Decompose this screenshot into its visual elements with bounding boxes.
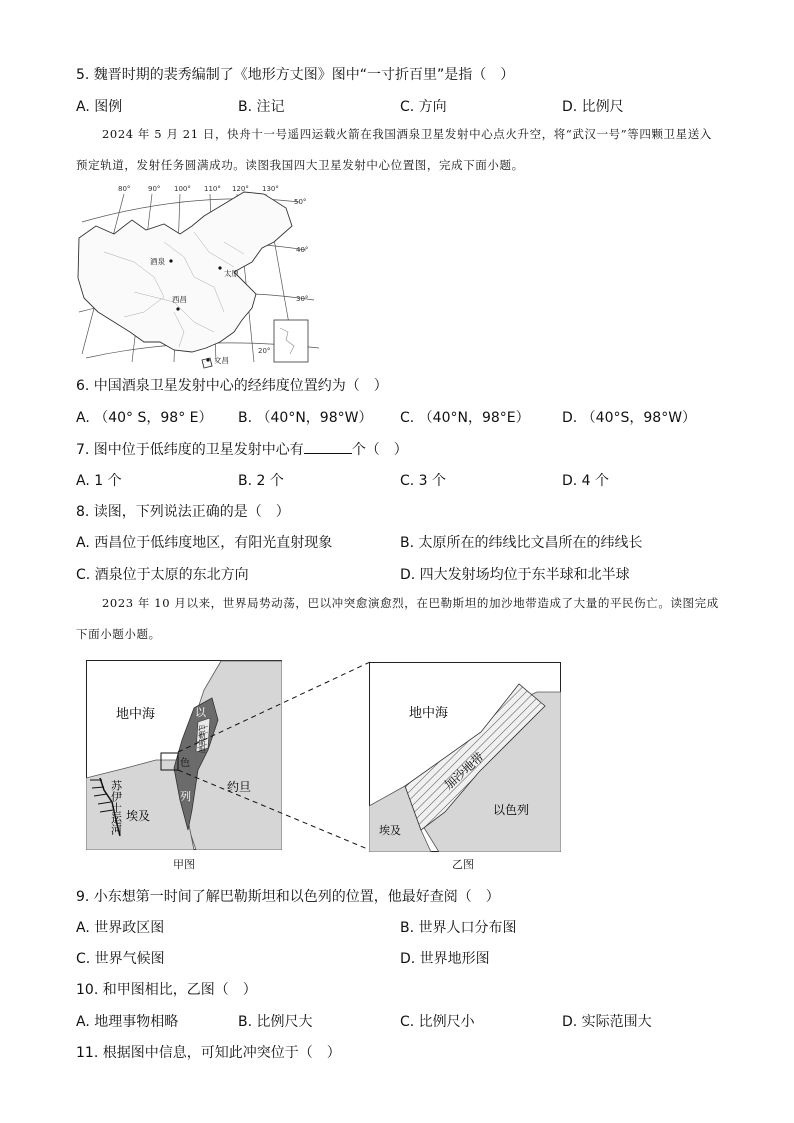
- china-launch-sites-map: [74, 182, 324, 370]
- q9-option-a[interactable]: A. 世界政区图: [76, 920, 165, 936]
- site-label-wenchang: 文昌: [214, 356, 229, 365]
- inset-south-china-sea: [274, 320, 308, 362]
- q8-option-a[interactable]: A. 西昌位于低纬度地区，有阳光直射现象: [76, 535, 333, 551]
- label-mediterranean-jia: 地中海: [116, 707, 156, 722]
- label-palestine: 巴勒斯坦: [198, 725, 206, 753]
- site-label-taiyuan: 太原: [224, 269, 239, 278]
- zoom-connector: [170, 660, 375, 855]
- q7-stem-before: 7. 图中位于低纬度的卫星发射中心有: [76, 442, 304, 458]
- lat-label: 40°: [296, 246, 309, 254]
- label-gaza: 加沙地带: [441, 749, 487, 793]
- q10-option-a[interactable]: A. 地理事物相略: [76, 1014, 179, 1030]
- label-israel-1: 以: [195, 706, 206, 719]
- q7-option-a[interactable]: A. 1 个: [76, 473, 122, 489]
- q7-answer-blank: [304, 441, 352, 454]
- site-label-jiuquan: 酒泉: [150, 257, 165, 266]
- q6-option-b[interactable]: B. （40°N，98°W）: [238, 410, 373, 426]
- caption-yi: 乙图: [452, 858, 474, 871]
- q7-option-d[interactable]: D. 4 个: [562, 473, 610, 489]
- lon-label: 130°: [262, 185, 279, 193]
- lon-label: 110°: [204, 185, 221, 193]
- q5-option-c[interactable]: C. 方向: [400, 99, 447, 115]
- map-yi: [369, 662, 561, 852]
- question-11-stem: 11. 根据图中信息，可知此冲突位于（ ）: [76, 1045, 341, 1061]
- lat-label: 20°: [258, 347, 271, 355]
- caption-jia: 甲图: [173, 858, 195, 871]
- label-mediterranean-yi: 地中海: [409, 706, 449, 721]
- site-dot-taiyuan: [218, 266, 221, 269]
- label-israel-2: 色: [180, 758, 190, 769]
- china-outline: [78, 192, 292, 368]
- q8-option-c[interactable]: C. 酒泉位于太原的东北方向: [76, 567, 249, 583]
- q10-option-b[interactable]: B. 比例尺大: [238, 1014, 313, 1030]
- q9-option-c[interactable]: C. 世界气候图: [76, 951, 165, 967]
- question-9-stem: 9. 小东想第一时间了解巴勒斯坦和以色列的位置，他最好查阅（ ）: [76, 889, 500, 905]
- label-suez-canal: 苏伊士运河: [109, 780, 123, 835]
- q7-option-b[interactable]: B. 2 个: [238, 473, 284, 489]
- question-6-stem: 6. 中国酒泉卫星发射中心的经纬度位置约为（ ）: [76, 378, 388, 394]
- lat-label: 30°: [296, 295, 309, 303]
- q6-option-a[interactable]: A. （40° S，98° E）: [76, 410, 213, 426]
- q7-stem-after: 个（ ）: [351, 442, 408, 458]
- label-israel-3: 列: [180, 790, 191, 803]
- q5-option-b[interactable]: B. 注记: [238, 99, 285, 115]
- lat-label: 50°: [294, 198, 307, 206]
- question-7-stem: [76, 439, 408, 459]
- lon-label: 80°: [118, 185, 131, 193]
- question-8-stem: 8. 读图，下列说法正确的是（ ）: [76, 504, 290, 520]
- q8-option-b[interactable]: B. 太原所在的纬线比文昌所在的纬线长: [400, 535, 643, 551]
- label-jordan: 约旦: [227, 780, 252, 794]
- site-dot-wenchang: [206, 358, 209, 361]
- q8-option-d[interactable]: D. 四大发射场均位于东半球和北半球: [400, 567, 630, 583]
- site-dot-xichang: [176, 307, 179, 310]
- q10-option-d[interactable]: D. 实际范围大: [562, 1014, 652, 1030]
- question-5-stem: 5. 魏晋时期的裴秀编制了《地形方丈图》图中“一寸折百里”是指（ ）: [76, 67, 515, 83]
- label-egypt-jia: 埃及: [126, 809, 151, 823]
- q9-option-d[interactable]: D. 世界地形图: [400, 951, 490, 967]
- q6-option-d[interactable]: D. （40°S，98°W）: [562, 410, 697, 426]
- question-10-stem: 10. 和甲图相比，乙图（ ）: [76, 982, 257, 998]
- label-israel-yi: 以色列: [493, 803, 530, 817]
- q5-option-a[interactable]: A. 图例: [76, 99, 123, 115]
- lon-label: 90°: [148, 185, 161, 193]
- q7-option-c[interactable]: C. 3 个: [400, 473, 447, 489]
- q10-option-c[interactable]: C. 比例尺小: [400, 1014, 475, 1030]
- lon-label: 100°: [174, 185, 191, 193]
- q5-option-d[interactable]: D. 比例尺: [562, 99, 624, 115]
- q9-option-b[interactable]: B. 世界人口分布图: [400, 920, 517, 936]
- intro-paragraph-satellite: 2024 年 5 月 21 日，快舟十一号遥四运载火箭在我国酒泉卫星发射中心点火升空，将“武汉一号”等四颗卫星送入预定轨道，发射任务圆满成功。读图我国四大卫星发射中心位置图，完成下面小题。: [76, 127, 712, 172]
- lon-tick-labels: [118, 185, 279, 193]
- site-label-xichang: 西昌: [172, 295, 187, 304]
- lon-label: 120°: [232, 185, 249, 193]
- label-egypt-yi: 埃及: [379, 824, 401, 837]
- site-dot-jiuquan: [169, 259, 172, 262]
- intro-paragraph-conflict: 2023 年 10 月以来，世界局势动荡，巴以冲突愈演愈烈，在巴勒斯坦的加沙地带造成了大量的平民伤亡。读图完成下面小题小题。: [76, 596, 719, 641]
- q6-option-c[interactable]: C. （40°N，98°E）: [400, 410, 530, 426]
